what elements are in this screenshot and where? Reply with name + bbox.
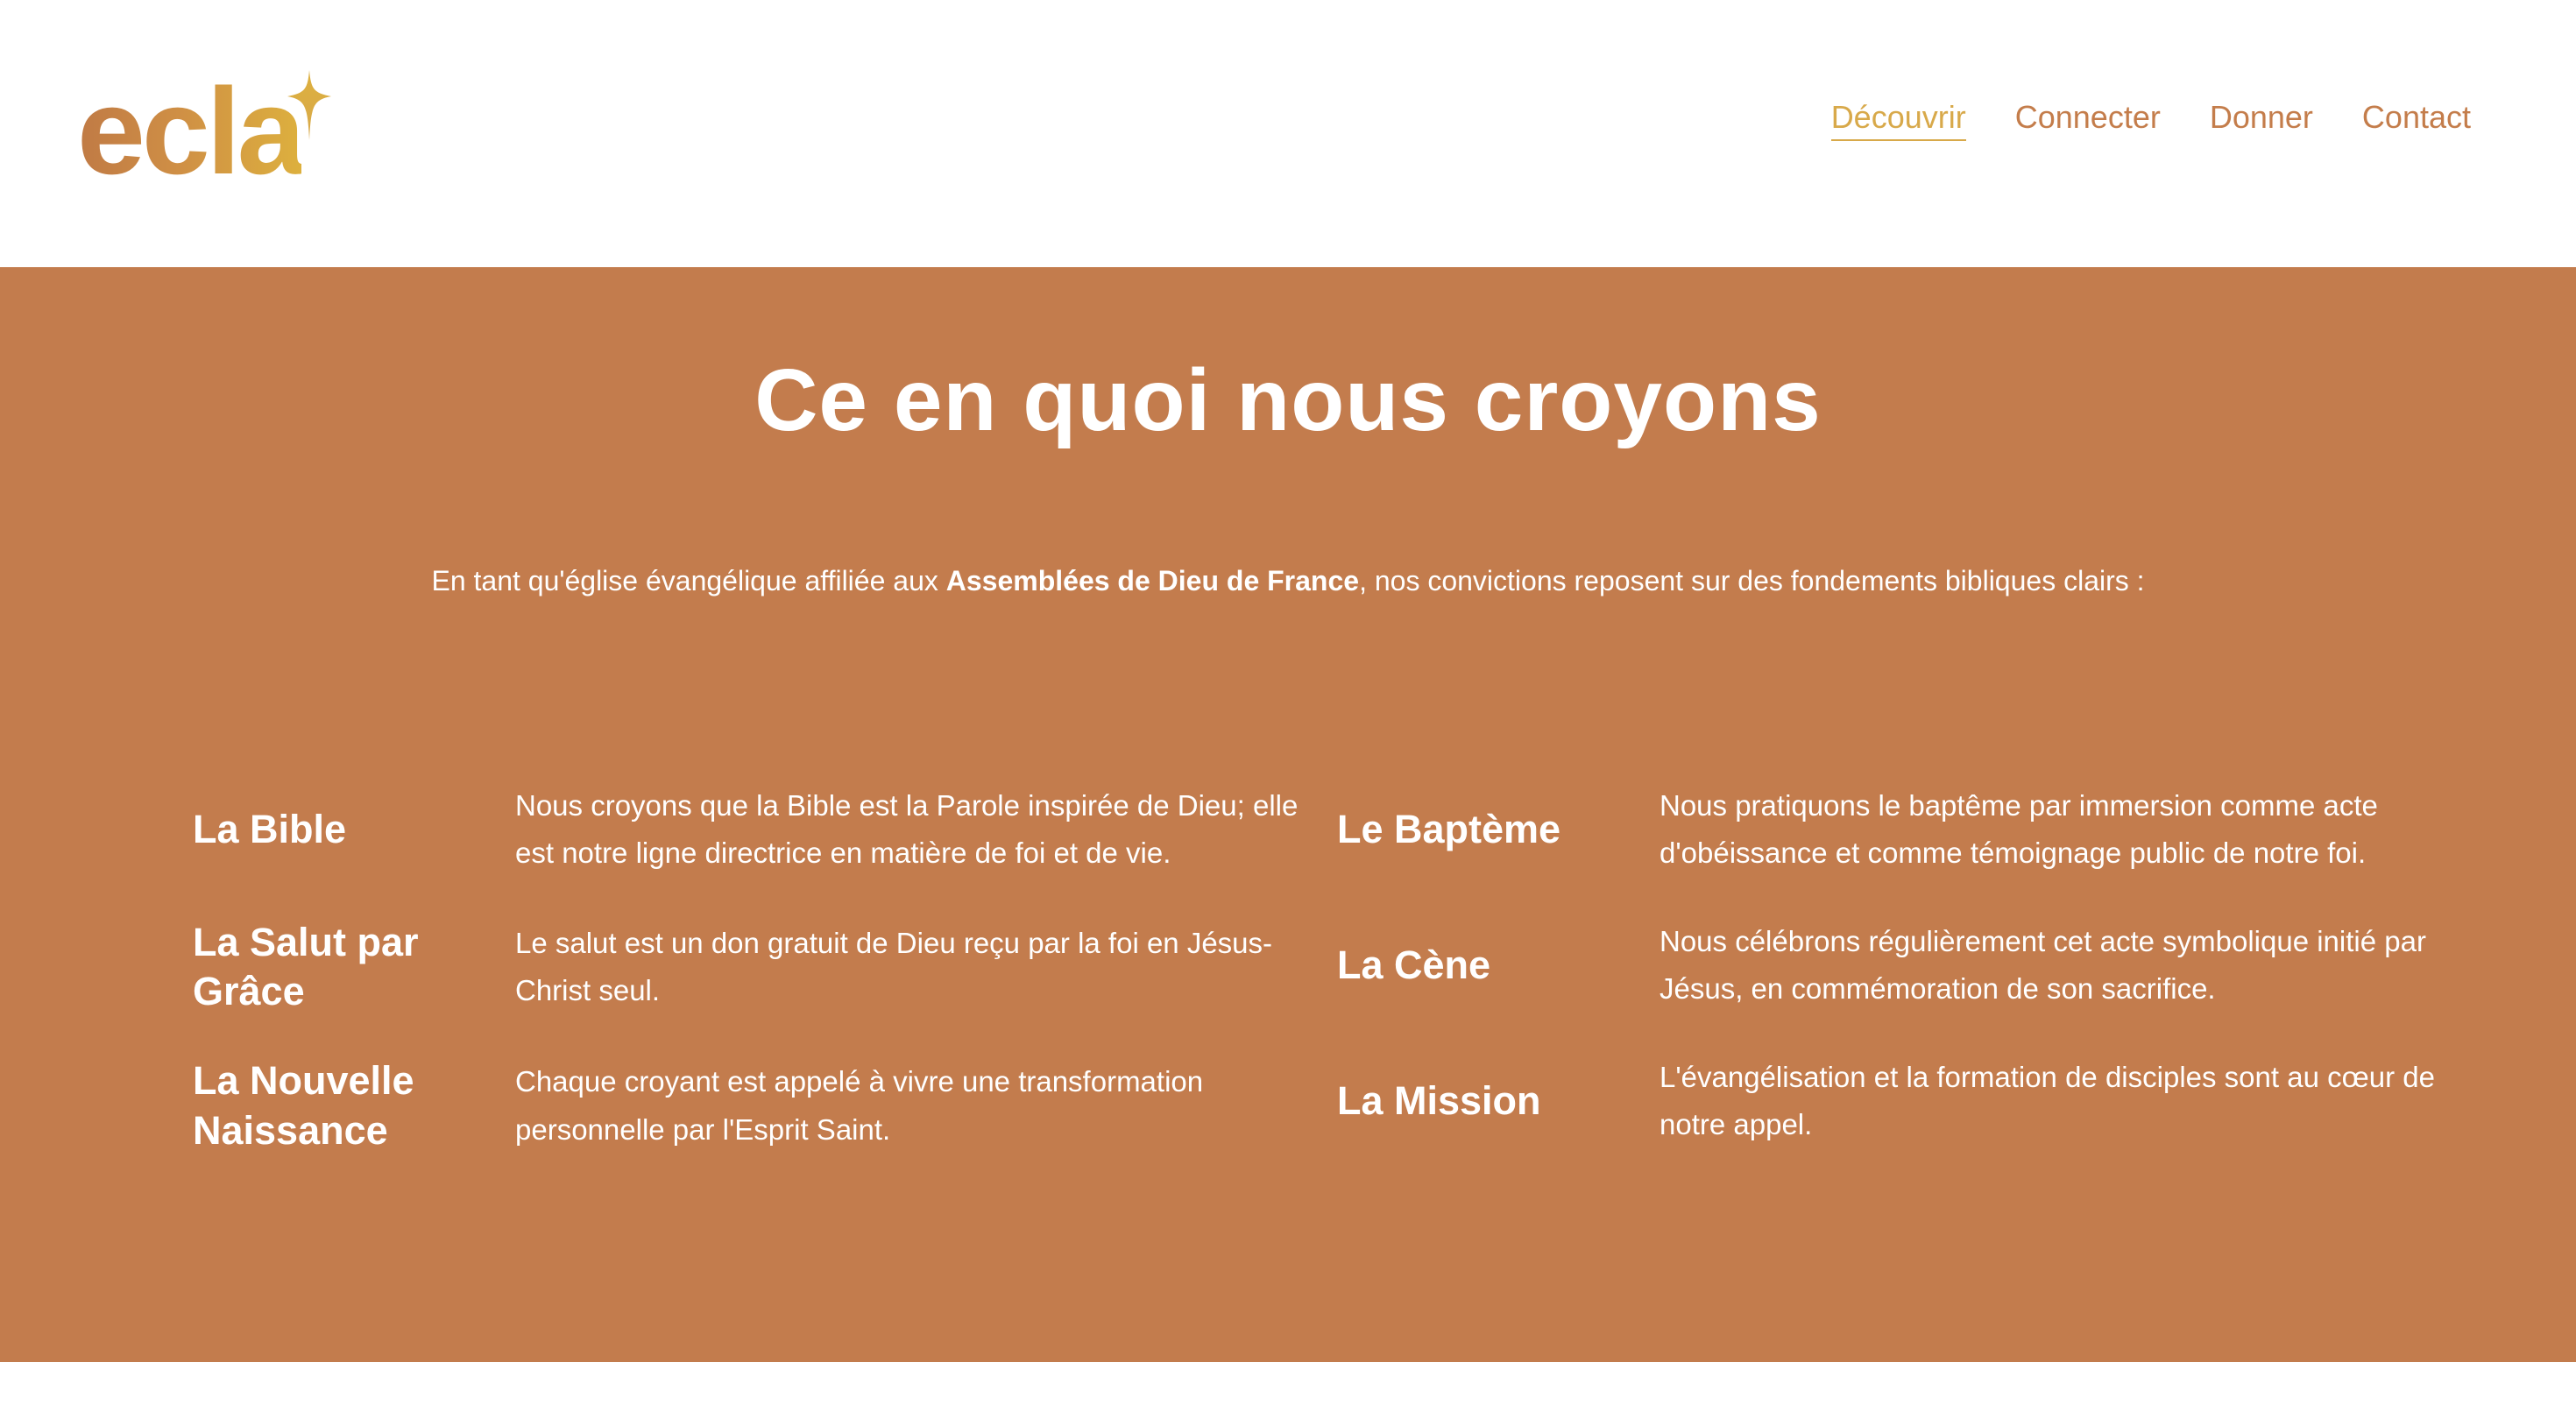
nav-item-connecter[interactable]: Connecter [2014, 99, 2161, 135]
belief-item-bible [193, 782, 1337, 878]
belief-title: Le Baptème [1337, 807, 1561, 852]
logo-wordmark: ecla [77, 62, 302, 200]
section-title: Ce en quoi nous croyons [754, 351, 1822, 449]
belief-item-mission [1337, 1054, 2450, 1149]
intro-text-before: En tant qu'église évangélique affiliée aux [431, 565, 946, 597]
site-header [0, 0, 2576, 267]
belief-title: La Nouvelle Naissance [193, 1058, 414, 1153]
belief-title: La Cène [1337, 942, 1491, 988]
belief-item-cene [1337, 918, 2450, 1013]
belief-item-bapteme [1337, 782, 2450, 878]
belief-description: Le salut est un don gratuit de Dieu reçu par la foi en Jésus-Christ seul. [515, 926, 1273, 1007]
belief-description: Nous pratiquons le baptême par immersion comme acte d'obéissance et comme témoignage public de notre foi. [1660, 789, 2378, 870]
sparkle-star-icon [287, 70, 331, 140]
main-nav [1831, 98, 2471, 141]
belief-description: Nous célébrons régulièrement cet acte symbolique initié par Jésus, en commémoration de son sacrifice. [1660, 924, 2426, 1006]
belief-item-salut [193, 918, 1337, 1017]
beliefs-column-left [193, 782, 1337, 1196]
beliefs-column-right [1337, 782, 2450, 1190]
section-intro [0, 563, 2576, 600]
belief-title: La Salut par Grâce [193, 919, 419, 1014]
nav-item-contact[interactable]: Contact [2361, 99, 2471, 135]
site-logo[interactable] [77, 62, 340, 200]
belief-item-nouvelle-naissance [193, 1056, 1337, 1155]
belief-description: L'évangélisation et la formation de disciples sont au cœur de notre appel. [1660, 1060, 2435, 1141]
nav-item-donner[interactable]: Donner [2209, 99, 2313, 135]
intro-text-after: , nos convictions reposent sur des fondements bibliques clairs : [1359, 565, 2145, 597]
nav-item-decouvrir[interactable]: Découvrir [1831, 98, 1966, 141]
beliefs-section [0, 267, 2576, 1362]
belief-description: Nous croyons que la Bible est la Parole inspirée de Dieu; elle est notre ligne directrice en matière de foi et de vie. [515, 789, 1299, 870]
belief-description: Chaque croyant est appelé à vivre une transformation personnelle par l'Esprit Saint. [515, 1065, 1204, 1146]
belief-title: La Bible [193, 807, 347, 852]
belief-title: La Mission [1337, 1078, 1541, 1124]
intro-bold-affiliation: Assemblées de Dieu de France [945, 565, 1360, 597]
